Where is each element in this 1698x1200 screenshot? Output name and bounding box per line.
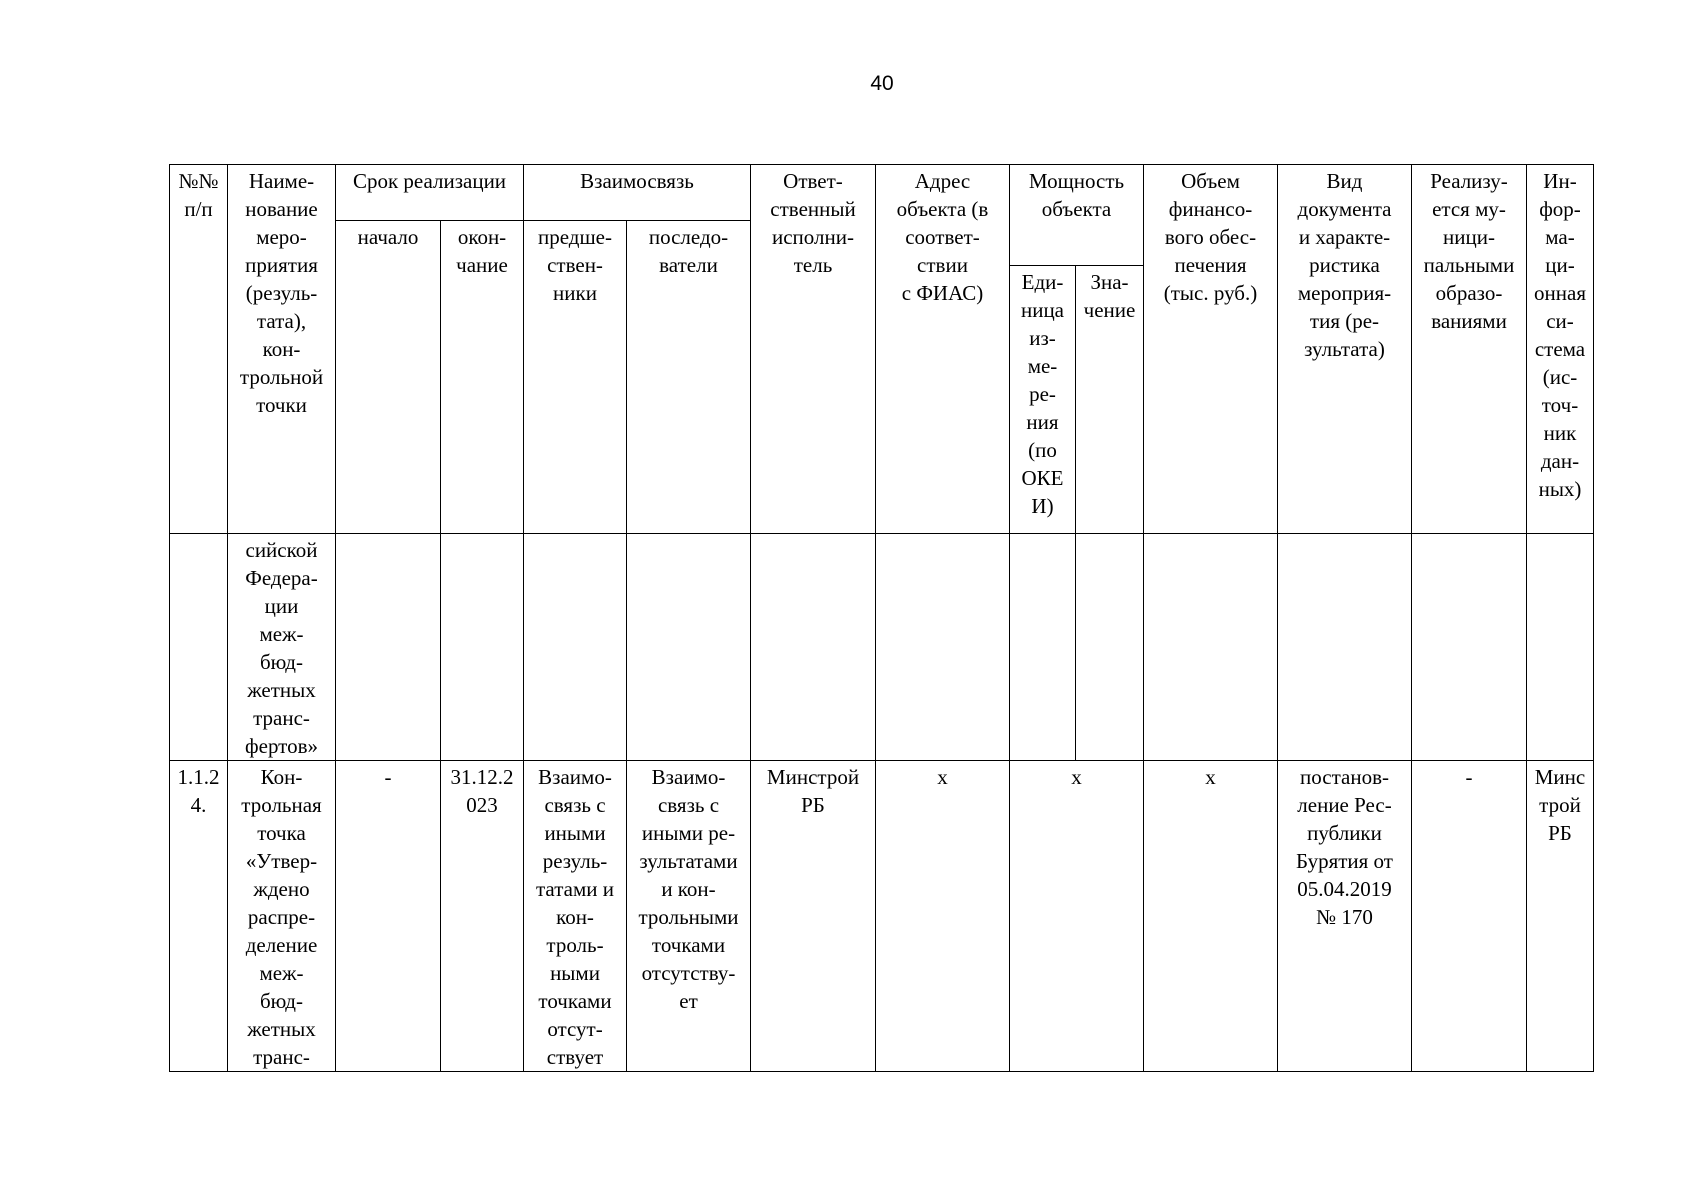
cell-info-system [1527, 534, 1594, 761]
cell-address [876, 534, 1010, 761]
cell-start [336, 534, 441, 761]
header-successors: последо- ватели [627, 221, 751, 534]
cell-start: - [336, 761, 441, 1072]
cell-municipal [1412, 534, 1527, 761]
cell-predecessors: Взаимо- связь с иными резуль- татами и кон- троль- ными точками отсут- ствует [524, 761, 627, 1072]
header-predecessors: предше- ствен- ники [524, 221, 627, 534]
cell-successors: Взаимо- связь с иными ре- зультатами и кон- трольными точками отсутству- ет [627, 761, 751, 1072]
cell-finance: х [1144, 761, 1278, 1072]
header-address: Адрес объекта (в соответ- ствии с ФИАС) [876, 165, 1010, 534]
header-capacity: Мощность объекта [1010, 165, 1144, 266]
header-responsible: Ответ- ственный исполни- тель [751, 165, 876, 534]
cell-capacity: х [1010, 761, 1144, 1072]
cell-name: Кон- трольная точка «Утвер- ждено распре- деление меж- бюд- жетных транс- [228, 761, 336, 1072]
header-row [170, 165, 1594, 221]
header-doc-type: Вид документа и характе- ристика мероприя- тия (ре- зультата) [1278, 165, 1412, 534]
cell-end [441, 534, 524, 761]
cell-successors [627, 534, 751, 761]
cell-num [170, 534, 228, 761]
cell-info-system: Минс трой РБ [1527, 761, 1594, 1072]
cell-doc-type [1278, 534, 1412, 761]
table-row [170, 534, 1594, 761]
cell-address: х [876, 761, 1010, 1072]
header-municipal: Реализу- ется му- ници- пальными образо- ваниями [1412, 165, 1527, 534]
table-row [170, 761, 1594, 1072]
page-number: 40 [870, 72, 894, 95]
header-name: Наиме- нование меро- приятия (резуль- тата), кон- трольной точки [228, 165, 336, 534]
cell-responsible: Минстрой РБ [751, 761, 876, 1072]
cell-responsible [751, 534, 876, 761]
header-end: окон- чание [441, 221, 524, 534]
cell-value [1076, 534, 1144, 761]
cell-name: сийской Федера- ции меж- бюд- жетных транс- фертов» [228, 534, 336, 761]
cell-doc-type: постанов- ление Рес- публики Бурятия от 05.04.2019 № 170 [1278, 761, 1412, 1072]
header-finance: Объем финансо- вого обес- печения (тыс. руб.) [1144, 165, 1278, 534]
header-num: №№ п/п [170, 165, 228, 534]
header-relation: Взаимосвязь [524, 165, 751, 221]
cell-unit [1010, 534, 1076, 761]
header-unit: Еди- ница из- ме- ре- ния (по ОКЕ И) [1010, 266, 1076, 534]
cell-municipal: - [1412, 761, 1527, 1072]
header-start: начало [336, 221, 441, 534]
cell-end: 31.12.2 023 [441, 761, 524, 1072]
cell-predecessors [524, 534, 627, 761]
cell-num: 1.1.2 4. [170, 761, 228, 1072]
cell-finance [1144, 534, 1278, 761]
header-value: Зна- чение [1076, 266, 1144, 534]
header-period: Срок реализации [336, 165, 524, 221]
measures-table [169, 164, 1594, 1072]
header-info-system: Ин- фор- ма- ци- онная си- стема (ис- точ- ник дан- ных) [1527, 165, 1594, 534]
